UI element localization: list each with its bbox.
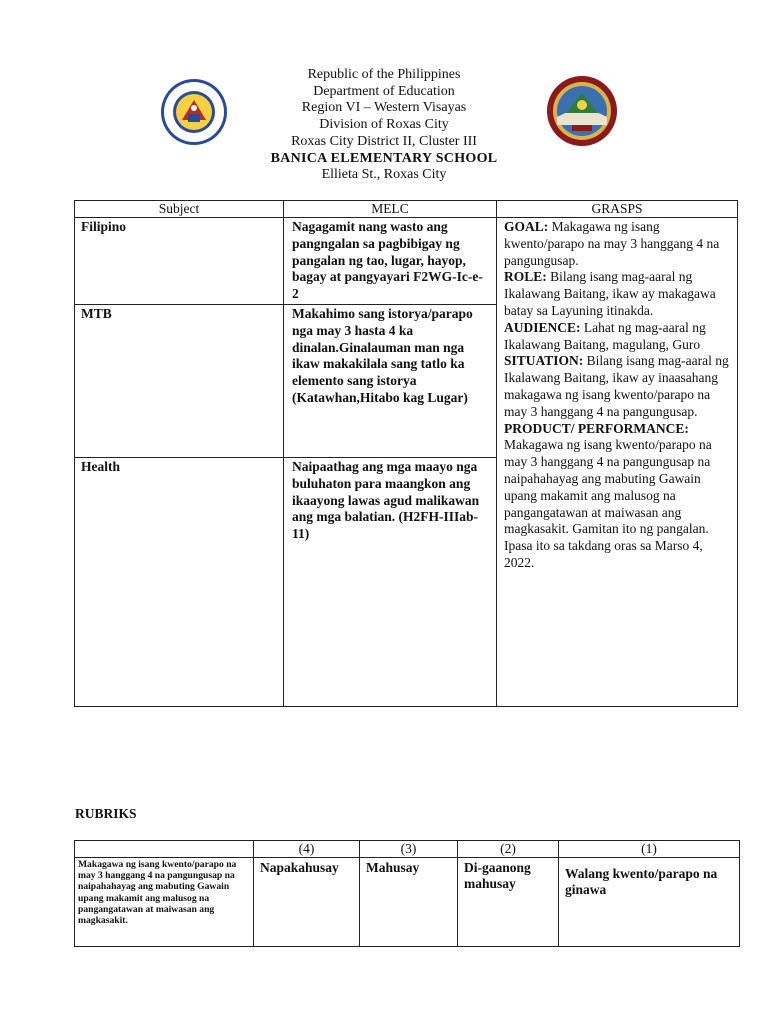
subject-cell: Health [75, 457, 284, 706]
role-label: ROLE: [504, 269, 547, 285]
situation-label: SITUATION: [504, 353, 584, 369]
melc-table-header-row [75, 201, 738, 218]
product-text: Makagawa ng isang kwento/parapo na may 3 hanggang 4 na pangungusap na naipahahayag ang mabuting Gawain upang makamit ang malusog na pangangatawan at maiwasan ang magkasakit. Gamitan ito ng pangalan. Ipasa ito sa takdang oras sa Marso 4, 2022. [504, 437, 712, 570]
school-name: BANICA ELEMENTARY SCHOOL [270, 150, 498, 166]
header-line-division: Division of Roxas City [319, 117, 449, 133]
table-row [75, 218, 738, 305]
rubric-table [74, 840, 740, 947]
rubric-header-2: (2) [458, 841, 559, 858]
product-label: PRODUCT/ PERFORMANCE: [504, 420, 689, 436]
rubric-level-1: Walang kwento/parapo na ginawa [559, 858, 740, 947]
rubric-level-4: Napakahusay [254, 858, 360, 947]
header-line-region: Region VI – Western Visayas [301, 100, 467, 116]
subject-cell: MTB [75, 304, 284, 457]
role-text: Bilang isang mag-aaral ng Ikalawang Baitang, ikaw ay makagawa batay sa Layuning itinakda. [504, 269, 716, 318]
header-line-district: Roxas City District II, Cluster III [291, 133, 477, 149]
melc-cell: Nagagamit nang wasto ang pangngalan sa pagbibigay ng pangalan ng tao, lugar, hayop, bagay at pangyayari F2WG-Ic-e-2 [284, 218, 497, 305]
letterhead [0, 67, 768, 184]
column-header-melc: MELC [284, 201, 497, 218]
audience-label: AUDIENCE: [504, 319, 581, 335]
audience-text: Lahat ng mag-aaral ng Ikalawang Baitang, magulang, Guro [504, 319, 706, 352]
rubric-criterion: Makagawa ng isang kwento/parapo na may 3 hanggang 4 na pangungusap na naipahahayag ang mabuting Gawain upang makamit ang malusog na pangangatawan at maiwasan ang magkasakit. [75, 858, 254, 947]
rubric-header-blank [75, 841, 254, 858]
header-line-republic: Republic of the Philippines [307, 67, 461, 82]
melc-cell: Naipaathag ang mga maayo nga buluhaton para maangkon ang ikaayong lawas agud malikawan ang mga balatian. (H2FH-IIIab-11) [284, 457, 497, 706]
rubric-level-2: Di-gaanong mahusay [458, 858, 559, 947]
melc-table [74, 200, 738, 707]
rubriks-title: RUBRIKS [75, 806, 137, 821]
table-row [75, 858, 740, 947]
situation-text: Bilang isang mag-aaral ng Ikalawang Baitang, ikaw ay inaasahang makagawa ng isang kwento/parapo na may 3 hanggang 4 na pangungusap. [504, 353, 729, 419]
rubric-header-1: (1) [559, 841, 740, 858]
rubric-header-row [75, 841, 740, 858]
rubric-level-3: Mahusay [360, 858, 458, 947]
column-header-subject: Subject [75, 201, 284, 218]
rubric-header-3: (3) [360, 841, 458, 858]
subject-cell: Filipino [75, 218, 284, 305]
header-line-department: Department of Education [313, 83, 455, 99]
rubric-header-4: (4) [254, 841, 360, 858]
school-address: Ellieta St., Roxas City [321, 167, 447, 183]
grasps-cell [497, 218, 738, 707]
melc-cell: Makahimo sang istorya/parapo nga may 3 hasta 4 ka dinalan.Ginalauman man nga ikaw makakilala sang tatlo ka elemento sang istorya (Katawhan,Hitabo kag Lugar) [284, 304, 497, 457]
goal-text: Makagawa ng isang kwento/parapo na may 3 hanggang 4 na pangungusap. [504, 219, 720, 268]
column-header-grasps: GRASPS [497, 201, 738, 218]
goal-label: GOAL: [504, 219, 549, 234]
